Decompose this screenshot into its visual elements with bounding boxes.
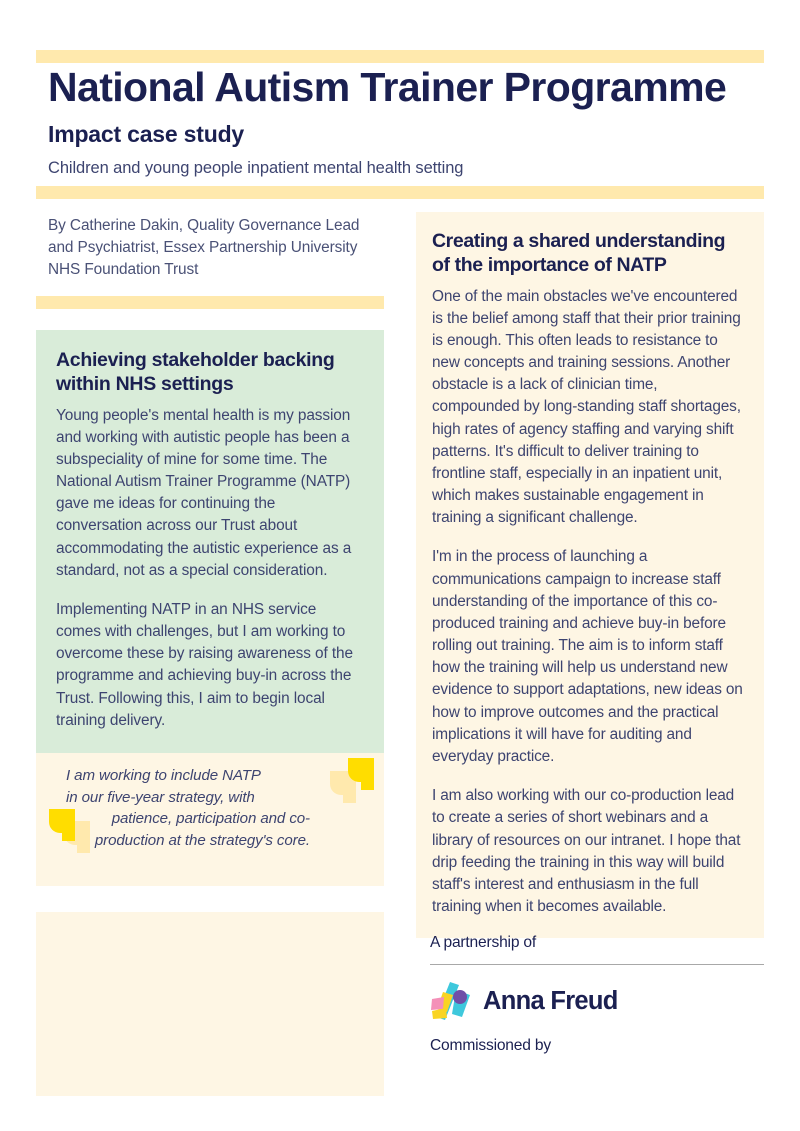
stakeholder-backing-panel bbox=[36, 330, 384, 754]
commissioned-label: Commissioned by bbox=[430, 1037, 551, 1054]
shared-understanding-paragraph-2: I'm in the process of launching a communications campaign to increase staff understanding of the importance of this co-produced training and achieve buy-in before rolling out training. The aim is to inform staff how the training will help us understand new evidence to support adaptations, new ideas on how to improve outcomes and the practical implications it will have for auditing and everyday practice. bbox=[432, 548, 743, 765]
pull-quote-line-2: in our five-year strategy, with bbox=[66, 788, 255, 806]
pull-quote-text bbox=[66, 765, 310, 851]
shared-understanding-heading: Creating a shared understanding of the importance of NATP bbox=[432, 230, 726, 276]
byline: By Catherine Dakin, Quality Governance Lead and Psychiatrist, Essex Partnership University NHS Foundation Trust bbox=[48, 217, 360, 278]
quote-mark-icon bbox=[348, 758, 374, 790]
pull-quote-line-4: and co-production at the bbox=[94, 810, 310, 849]
pull-quote-line-3: patience, participation bbox=[111, 810, 257, 828]
page-subtitle: Impact case study bbox=[48, 121, 245, 148]
top-accent-bar bbox=[36, 50, 764, 63]
footer bbox=[430, 934, 764, 1055]
shared-understanding-paragraph-3: I am also working with our co-production lead to create a series of short webinars and a library of resources on our intranet. I hope that drip feeding the training in this way will build staff's interest and enthusiasm in the full training when it becomes available. bbox=[432, 787, 741, 916]
pull-quote-panel bbox=[36, 753, 384, 886]
setting-description: Children and young people inpatient mental health setting bbox=[48, 159, 464, 178]
stakeholder-paragraph-2: Implementing NATP in an NHS service comes with challenges, but I am working to overcome these by raising awareness of the programme and achieving buy-in across the Trust. Following this, I aim to begin local training delivery. bbox=[56, 600, 353, 729]
stakeholder-backing-heading: Achieving stakeholder backing within NHS settings bbox=[56, 349, 335, 395]
masthead bbox=[48, 66, 760, 179]
pull-quote-line-5: strategy's core. bbox=[209, 831, 310, 849]
title-underline-bar bbox=[36, 186, 764, 199]
anna-freud-logo-icon bbox=[430, 981, 472, 1021]
page-title: National Autism Trainer Programme bbox=[48, 64, 727, 110]
anna-freud-logo-text: Anna Freud bbox=[483, 986, 618, 1015]
footer-divider bbox=[430, 964, 764, 965]
stakeholder-paragraph-1: Young people's mental health is my passion and working with autistic people has been a subspeciality of mine for some time. The National Autism Trainer Programme (NATP) gave me ideas for continuing the conversation across our Trust about accommodating the autistic experience as a standard, not as a special consideration. bbox=[56, 406, 352, 579]
shared-understanding-paragraph-1: One of the main obstacles we've encountered is the belief among staff that their prior training is enough. This often leads to resistance to new concepts and training sessions. Another obstacle is a lack of clinician time, compounded by long-standing staff shortages, high rates of agency staffing and varying shift patterns. It's difficult to deliver training to frontline staff, especially in an inpatient unit, which makes sustainable engagement in training a significant challenge. bbox=[432, 287, 741, 527]
pull-quote-line-1: I am working to include NATP bbox=[66, 767, 261, 784]
anna-freud-logo bbox=[430, 981, 764, 1021]
partnership-label: A partnership of bbox=[430, 934, 537, 951]
shared-understanding-panel bbox=[416, 212, 764, 938]
byline-underline-bar bbox=[36, 296, 384, 309]
bottom-left-blank-block bbox=[36, 912, 384, 1096]
